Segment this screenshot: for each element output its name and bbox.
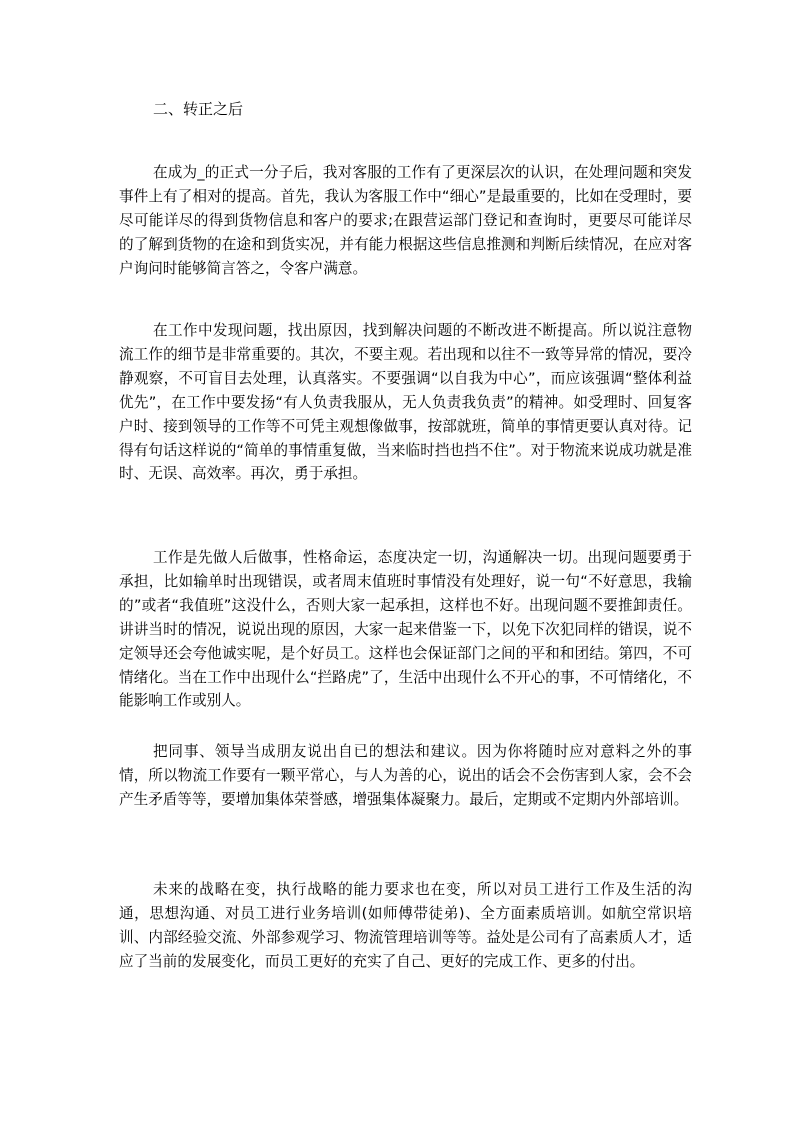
paragraph-4: 把同事、领导当成朋友说出自已的想法和建议。因为你将随时应对意料之外的事情，所以物流工作要有一颗平常心，与人为善的心，说出的话会不会伤害到人家，会不会产生矛盾等等，要增加集体荣誉感，增强集体凝聚力。最后，定期或不定期内外部培训。: [119, 743, 692, 808]
paragraph-2: 在工作中发现问题，找出原因，找到解决问题的不断改进不断提高。所以说注意物流工作的细节是非常重要的。其次，不要主观。若出现和以往不一致等异常的情况，要冷静观察，不可盲目去处理，认真落实。不要强调“以自我为中心”，而应该强调“整体利益优先”，在工作中要发扬“有人负责我服从，无人负责我负责”的精神。如受理时、回复客户时、接到领导的工作等不可凭主观想像做事，按部就班，简单的事情更要认真对待。记得有句话这样说的“简单的事情重复做，当来临时挡也挡不住”。对于物流来说成功就是准时、无误、高效率。再次，勇于承担。: [119, 322, 692, 483]
paragraph-3: 工作是先做人后做事，性格命运，态度决定一切，沟通解决一切。出现问题要勇于承担，比如输单时出现错误，或者周末值班时事情没有处理好，说一句“不好意思，我输的”或者“我值班”这没什么，否则大家一起承担，这样也不好。出现问题不要推卸责任。讲讲当时的情况，说说出现的原因，大家一起来借鉴一下，以免下次犯同样的错误，说不定领导还会夸他诚实呢，是个好员工。这样也会保证部门之间的平和和团结。第四，不可情绪化。当在工作中出现什么“拦路虎”了，生活中出现什么不开心的事，不可情绪化，不能影响工作或别人。: [119, 549, 692, 710]
paragraph-1: 在成为_的正式一分子后，我对客服的工作有了更深层次的认识，在处理问题和突发事件上有了相对的提高。首先，我认为客服工作中“细心”是最重要的，比如在受理时，要尽可能详尽的得到货物信息和客户的要求;在跟营运部门登记和查询时，更要尽可能详尽的了解到货物的在途和到货实况，并有能力根据这些信息推测和判断后续情况，在应对客户询问时能够简言答之，令客户满意。: [119, 164, 692, 277]
paragraph-5: 未来的战略在变，执行战略的能力要求也在变，所以对员工进行工作及生活的沟通，思想沟通、对员工进行业务培训(如师傅带徒弟)、全方面素质培训。如航空常识培训、内部经验交流、外部参观学习、物流管理培训等等。益处是公司有了高素质人才，适应了当前的发展变化，而员工更好的充实了自己、更好的完成工作、更多的付出。: [119, 881, 692, 970]
section-heading: 二、转正之后: [153, 100, 244, 118]
